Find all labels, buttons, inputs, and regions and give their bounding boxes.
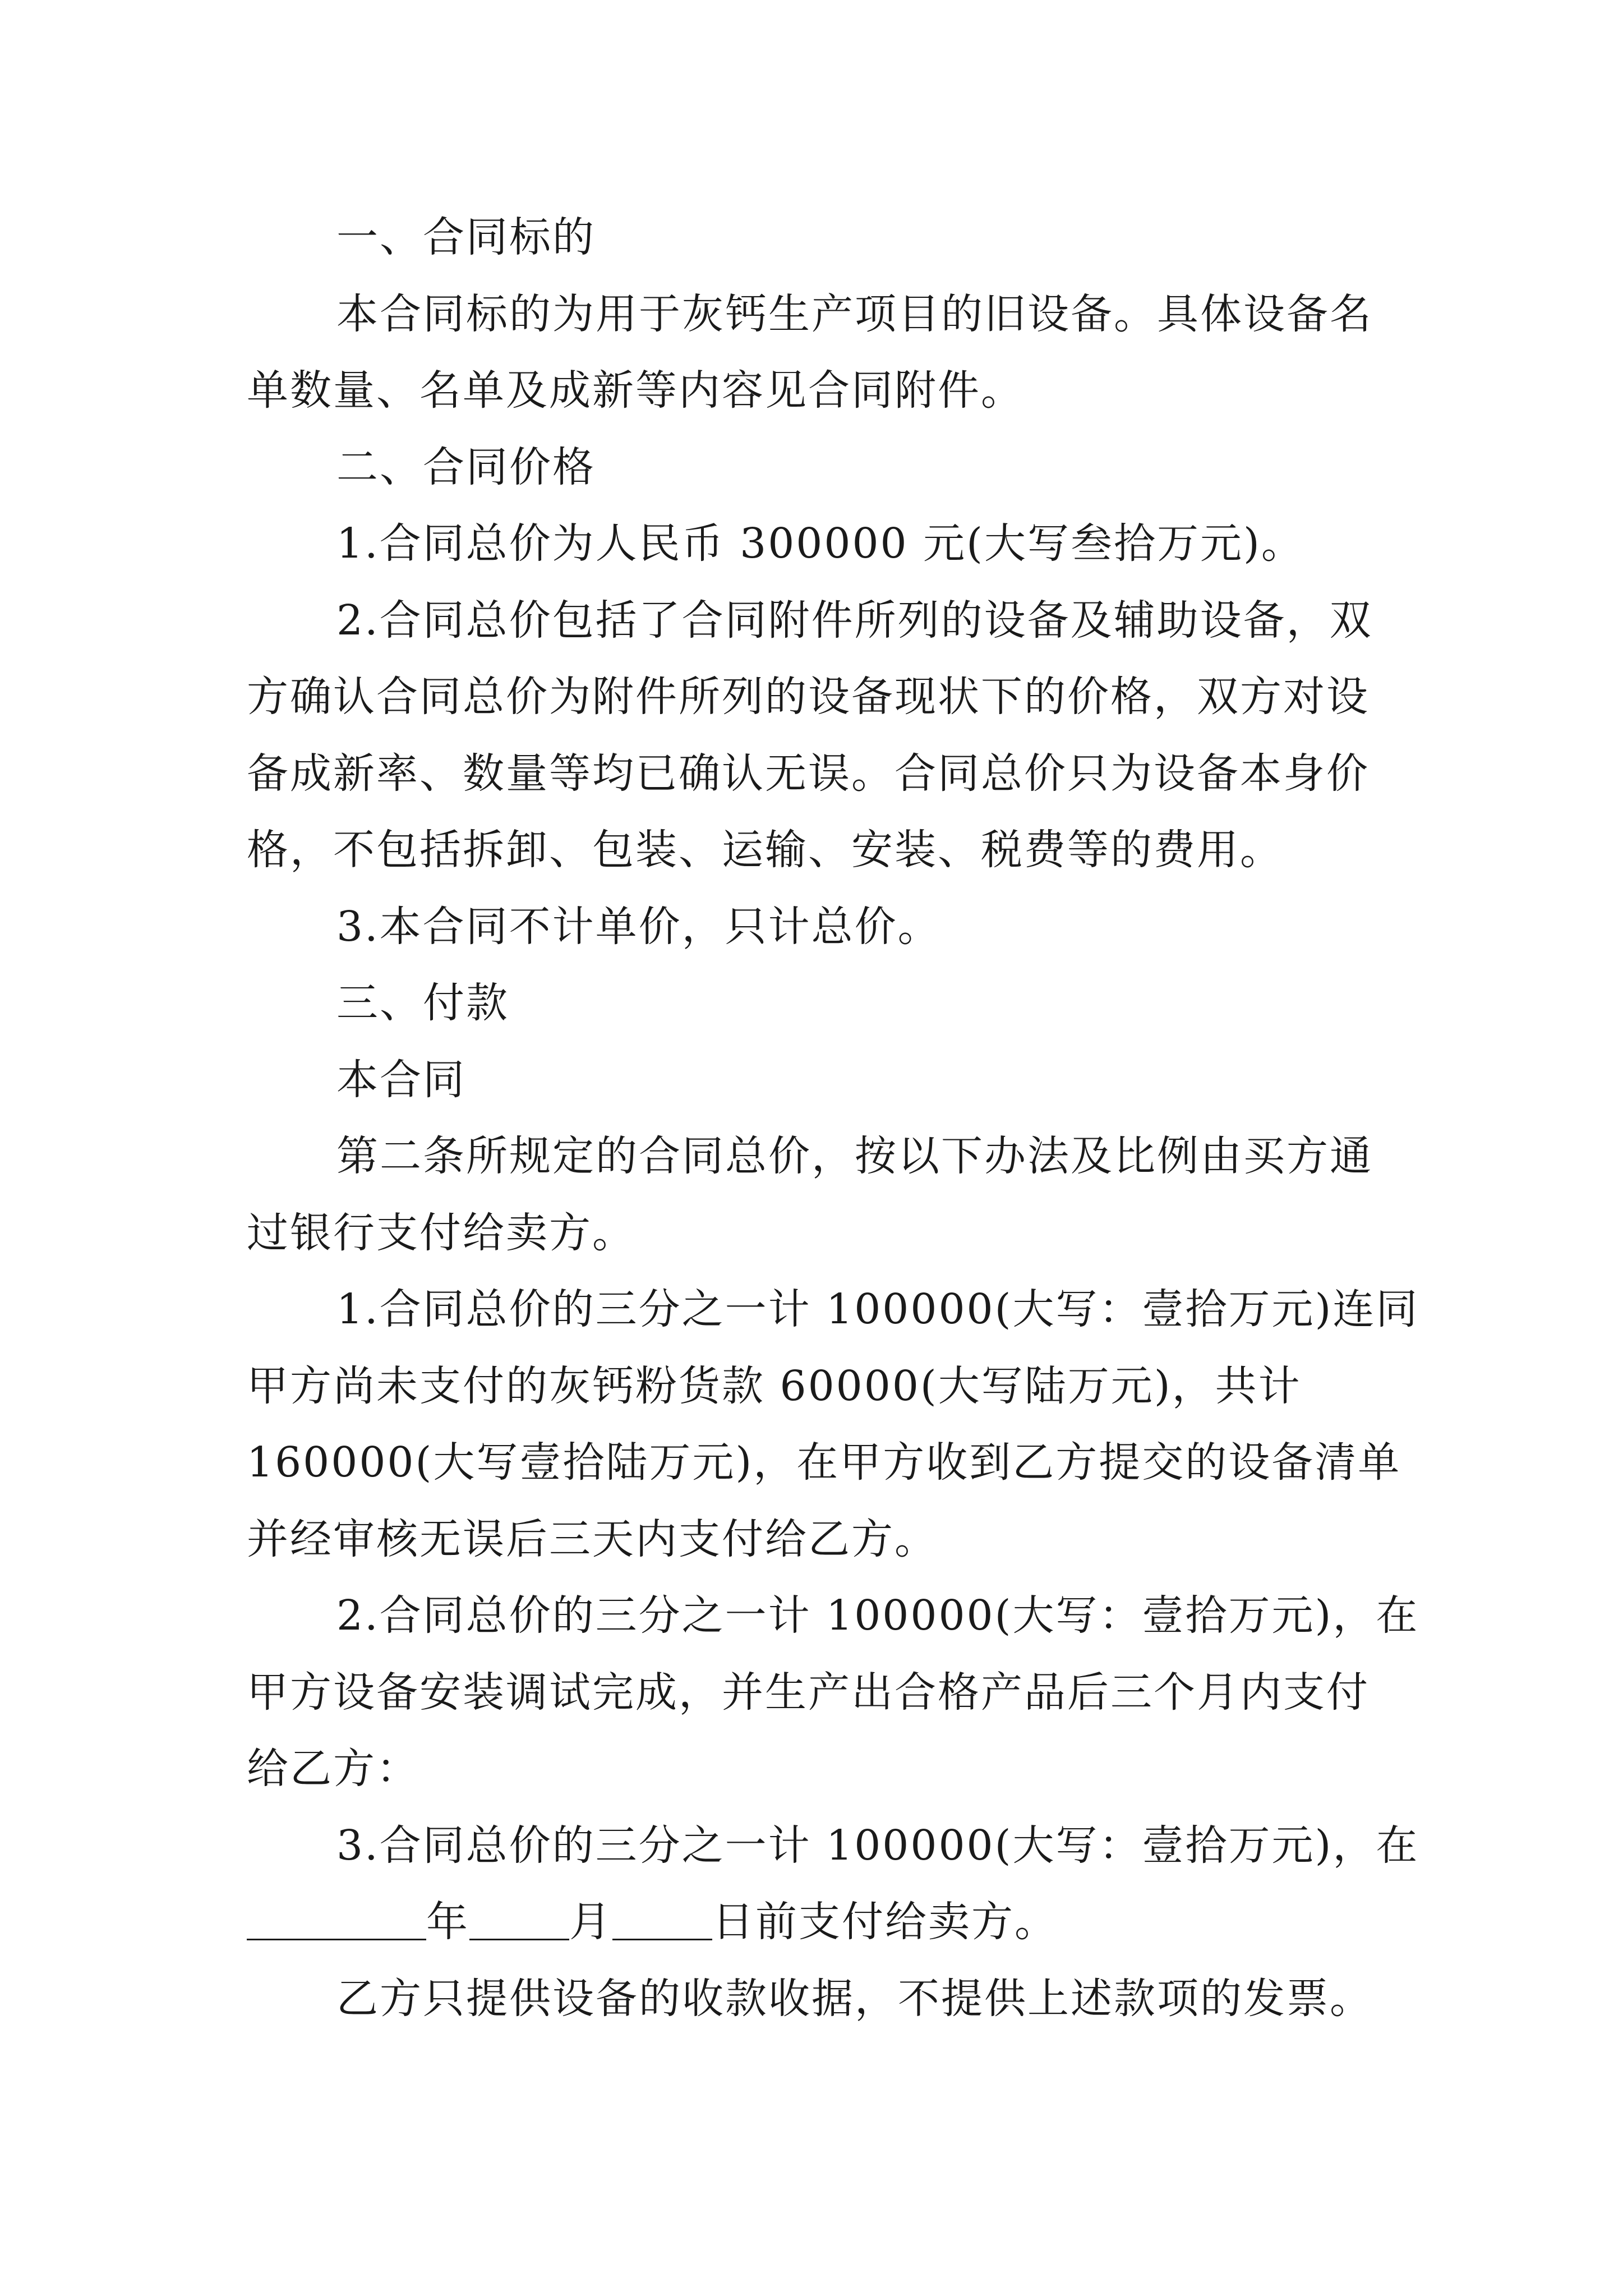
clause-item: 1.合同总价为人民币 300000 元(大写叁拾万元)。 — [336, 519, 1304, 568]
clause-item-continued: 甲方尚未支付的灰钙粉货款 60000(大写陆万元)，共计 — [247, 1361, 1302, 1410]
paragraph-line: 第二条所规定的合同总价，按以下办法及比例由买方通 — [336, 1132, 1373, 1180]
paragraph-line: 单数量、名单及成新等内容见合同附件。 — [247, 366, 1024, 415]
clause-item: 3.合同总价的三分之一计 100000(大写：壹拾万元)，在 — [336, 1821, 1419, 1870]
closing-statement: 乙方只提供设备的收款收据，不提供上述款项的发票。 — [336, 1974, 1373, 2023]
paragraph-line: 过银行支付给卖方。 — [247, 1208, 635, 1257]
paragraph-line: 本合同标的为用于灰钙生产项目的旧设备。具体设备名 — [336, 289, 1373, 338]
clause-item: 1.合同总价的三分之一计 100000(大写：壹拾万元)连同 — [336, 1285, 1419, 1333]
clause-item-continued: 给乙方： — [247, 1745, 419, 1793]
day-blank[interactable] — [612, 1897, 712, 1940]
document-body — [247, 199, 1419, 2037]
month-label: 月 — [569, 1898, 612, 1946]
section-heading-3: 三、付款 — [336, 979, 509, 1027]
clause-item-continued: 并经审核无误后三天内支付给乙方。 — [247, 1515, 938, 1563]
day-label-tail: 日前支付给卖方。 — [712, 1898, 1058, 1946]
clause-item: 2.合同总价包括了合同附件所列的设备及辅助设备，双 — [336, 596, 1373, 645]
clause-item-continued: 格，不包括拆卸、包装、运输、安装、税费等的费用。 — [247, 826, 1283, 874]
clause-item-continued: 甲方设备安装调试完成，并生产出合格产品后三个月内支付 — [247, 1668, 1370, 1717]
clause-item: 2.合同总价的三分之一计 100000(大写：壹拾万元)，在 — [336, 1591, 1419, 1640]
clause-item-continued: 备成新率、数量等均已确认无误。合同总价只为设备本身价 — [247, 749, 1370, 798]
paragraph-line: 本合同 — [336, 1055, 466, 1104]
section-heading-1: 一、合同标的 — [336, 213, 596, 261]
year-label: 年 — [426, 1898, 469, 1946]
section-heading-2: 二、合同价格 — [336, 443, 596, 491]
clause-item: 3.本合同不计单价，只计总价。 — [336, 902, 941, 951]
clause-item-continued: 160000(大写壹拾陆万元)，在甲方收到乙方提交的设备清单 — [247, 1438, 1401, 1487]
year-blank[interactable] — [247, 1897, 426, 1940]
date-fill-line — [247, 1884, 1385, 1961]
month-blank[interactable] — [469, 1897, 569, 1940]
clause-item-continued: 方确认合同总价为附件所列的设备现状下的价格，双方对设 — [247, 673, 1370, 721]
